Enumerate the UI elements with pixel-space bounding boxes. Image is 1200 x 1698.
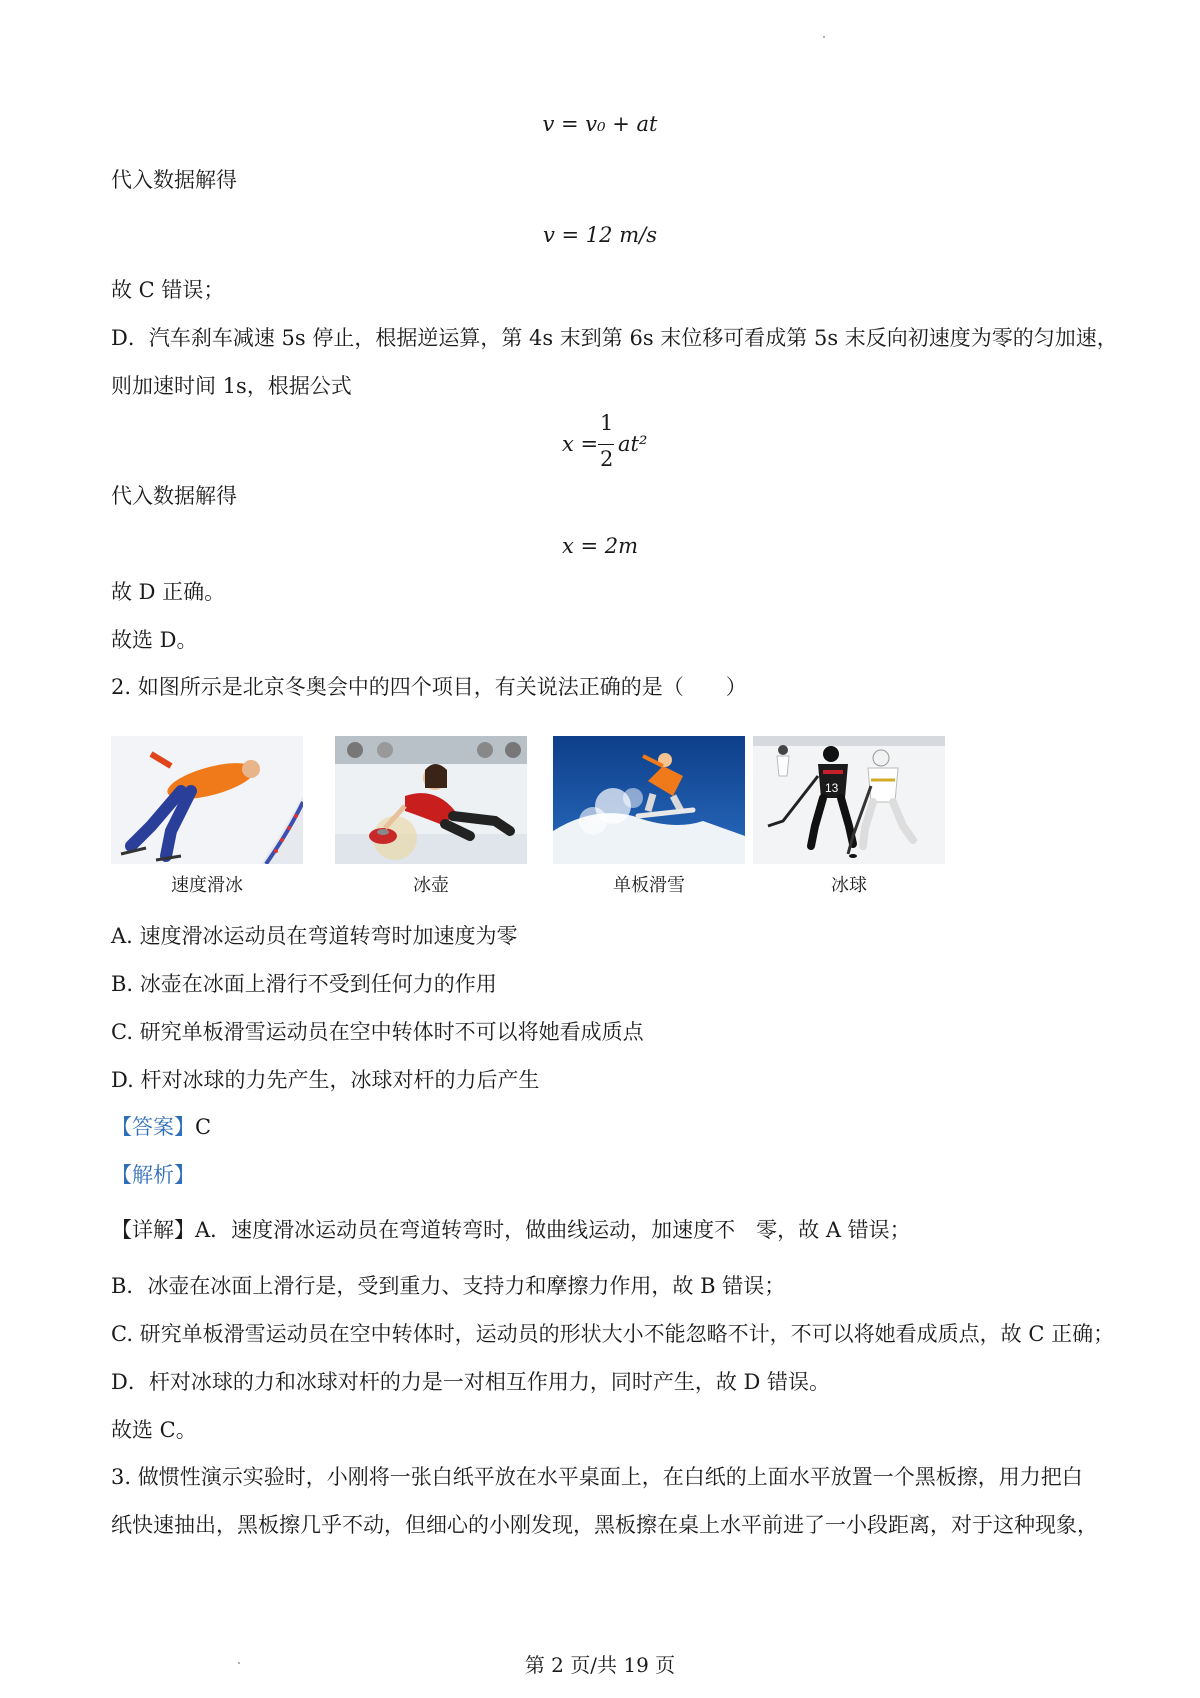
scan-dot-top	[823, 36, 825, 38]
formula-x-2m: x = 2m	[561, 534, 639, 558]
text-d-explanation-1: D．汽车刹车减速 5s 停止，根据逆运算，第 4s 末到第 6s 末位移可看成第 5s 末反向初速度为零的匀加速，	[111, 326, 1118, 350]
caption-snowboarding: 单板滑雪	[613, 875, 685, 896]
text-d-explanation-2: 则加速时间 1s，根据公式	[111, 374, 352, 398]
analysis-label: 【解析】	[111, 1163, 195, 1187]
answer-row	[111, 1113, 211, 1141]
image-ice-hockey	[753, 736, 945, 864]
answer-label: 【答案】	[111, 1115, 195, 1139]
caption-speed-skating: 速度滑冰	[171, 875, 243, 896]
image-curling	[335, 736, 527, 864]
answer-value: C	[195, 1115, 212, 1139]
option-a: A. 速度滑冰运动员在弯道转弯时加速度为零	[111, 924, 518, 948]
formula-lhs: x =	[562, 432, 599, 456]
formula-v-equals-v0-plus-at: v = v₀ + at	[542, 112, 658, 136]
question-3-line-2: 纸快速抽出，黑板擦几乎不动，但细心的小刚发现，黑板擦在桌上水平前进了一小段距离，对于这种现象，	[111, 1513, 1098, 1537]
question-3-line-1: 3. 做惯性演示实验时，小刚将一张白纸平放在水平桌面上，在白纸的上面水平放置一个黑板擦，用力把白	[111, 1465, 1083, 1489]
option-c: C. 研究单板滑雪运动员在空中转体时不可以将她看成质点	[111, 1020, 644, 1044]
option-d: D. 杆对冰球的力先产生，冰球对杆的力后产生	[111, 1068, 540, 1092]
text-substitute-2: 代入数据解得	[111, 484, 237, 508]
formula-numerator: 1	[600, 411, 614, 435]
caption-curling: 冰壶	[413, 875, 449, 896]
explanation-choose-c: 故选 C。	[111, 1418, 197, 1442]
formula-denominator: 2	[600, 447, 614, 471]
explanation-c: C. 研究单板滑雪运动员在空中转体时，运动员的形状大小不能忽略不计，不可以将她看成质点，故 C 正确；	[111, 1322, 1115, 1346]
explanation-d: D．杆对冰球的力和冰球对杆的力是一对相互作用力，同时产生，故 D 错误。	[111, 1370, 831, 1394]
explanation-a	[111, 1216, 911, 1244]
text-substitute-1: 代入数据解得	[111, 168, 237, 192]
formula-v-12: v = 12 m/s	[543, 223, 657, 247]
explanation-b: B．冰壶在冰面上滑行是，受到重力、支持力和摩擦力作用，故 B 错误；	[111, 1274, 786, 1298]
question-2-stem: 2. 如图所示是北京冬奥会中的四个项目，有关说法正确的是（ ）	[111, 675, 747, 699]
image-snowboarding	[553, 736, 745, 864]
option-b: B. 冰壶在冰面上滑行不受到任何力的作用	[111, 972, 497, 996]
text-c-wrong: 故 C 错误；	[111, 278, 225, 302]
caption-ice-hockey: 冰球	[831, 875, 867, 896]
formula-x-half-at-squared	[556, 411, 676, 475]
explanation-label: 【详解】	[111, 1218, 195, 1242]
svg-text:13: 13	[825, 781, 839, 795]
fraction-bar	[598, 444, 614, 445]
image-speed-skating	[111, 736, 303, 864]
text-d-correct: 故 D 正确。	[111, 580, 226, 604]
page-footer: 第 2 页/共 19 页	[524, 1653, 676, 1677]
formula-rhs: at²	[618, 432, 648, 456]
explanation-a-text: A．速度滑冰运动员在弯道转弯时，做曲线运动，加速度不 零，故 A 错误；	[195, 1218, 911, 1242]
text-choose-d: 故选 D。	[111, 628, 198, 652]
